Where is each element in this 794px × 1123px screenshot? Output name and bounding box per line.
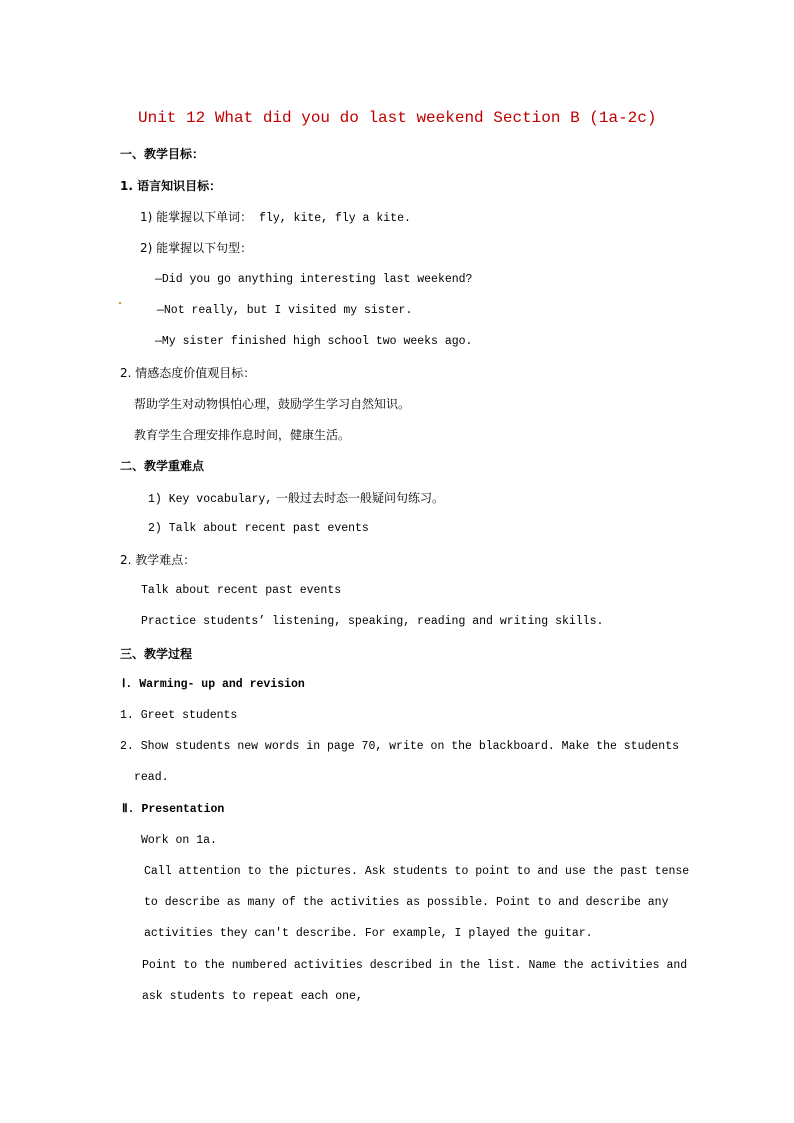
presentation-line-2: Call attention to the pictures. Ask students to point to and use the past tense	[144, 865, 690, 878]
presentation-line-1: Work on 1a.	[141, 834, 217, 847]
subheading-knowledge-goals: 1. 语言知识目标：	[120, 179, 222, 193]
sentence-goal-label: 2) 能掌握以下句型：	[140, 241, 253, 255]
sentence-pattern-1: —Did you go anything interesting last weekend?	[155, 273, 473, 286]
subheading-difficulties: 2. 教学难点：	[120, 553, 196, 567]
warming-step-1: 1. Greet students	[120, 709, 238, 722]
presentation-line-4: activities they can't describe. For example, I played the guitar.	[144, 927, 593, 940]
step-heading-presentation: Ⅱ. Presentation	[122, 803, 225, 816]
attitude-goal-2: 教育学生合理安排作息时间，健康生活。	[134, 428, 351, 442]
difficulty-2: Practice students’ listening, speaking, reading and writing skills.	[141, 615, 604, 628]
difficulty-1: Talk about recent past events	[141, 584, 342, 597]
sentence-pattern-3: —My sister finished high school two weeks ago.	[155, 335, 473, 348]
presentation-line-5: Point to the numbered activities described in the list. Name the activities and	[142, 959, 688, 972]
section-heading-key-points: 二、教学重难点	[120, 459, 205, 473]
vocabulary-words: fly, kite, fly a kite.	[252, 212, 411, 225]
vocabulary-goal-label: 1) 能掌握以下单词：	[140, 210, 253, 224]
key-point-1	[148, 490, 444, 508]
sentence-pattern-2: —Not really, but I visited my sister.	[157, 304, 413, 317]
decorative-dot	[119, 302, 121, 304]
step-heading-warming-up: Ⅰ. Warming- up and revision	[122, 678, 305, 691]
warming-step-2-continued: read.	[134, 771, 169, 784]
vocabulary-goal-line	[140, 209, 411, 227]
document-title: Unit 12 What did you do last weekend Section B (1a-2c)	[138, 109, 657, 127]
key-point-1-cn: 一般过去时态一般疑问句练习。	[272, 491, 445, 505]
presentation-line-6: ask students to repeat each one,	[142, 990, 363, 1003]
attitude-goal-1: 帮助学生对动物惧怕心理，鼓励学生学习自然知识。	[134, 397, 411, 411]
section-heading-procedure: 三、教学过程	[120, 647, 193, 661]
section-heading-objectives: 一、教学目标：	[120, 147, 205, 161]
warming-step-2: 2. Show students new words in page 70, write on the blackboard. Make the students	[120, 740, 679, 753]
key-point-2: 2) Talk about recent past events	[148, 522, 369, 535]
presentation-line-3: to describe as many of the activities as possible. Point to and describe any	[144, 896, 669, 909]
key-point-1-en: 1) Key vocabulary,	[148, 493, 273, 506]
subheading-attitude-goals: 2. 情感态度价值观目标：	[120, 366, 256, 380]
